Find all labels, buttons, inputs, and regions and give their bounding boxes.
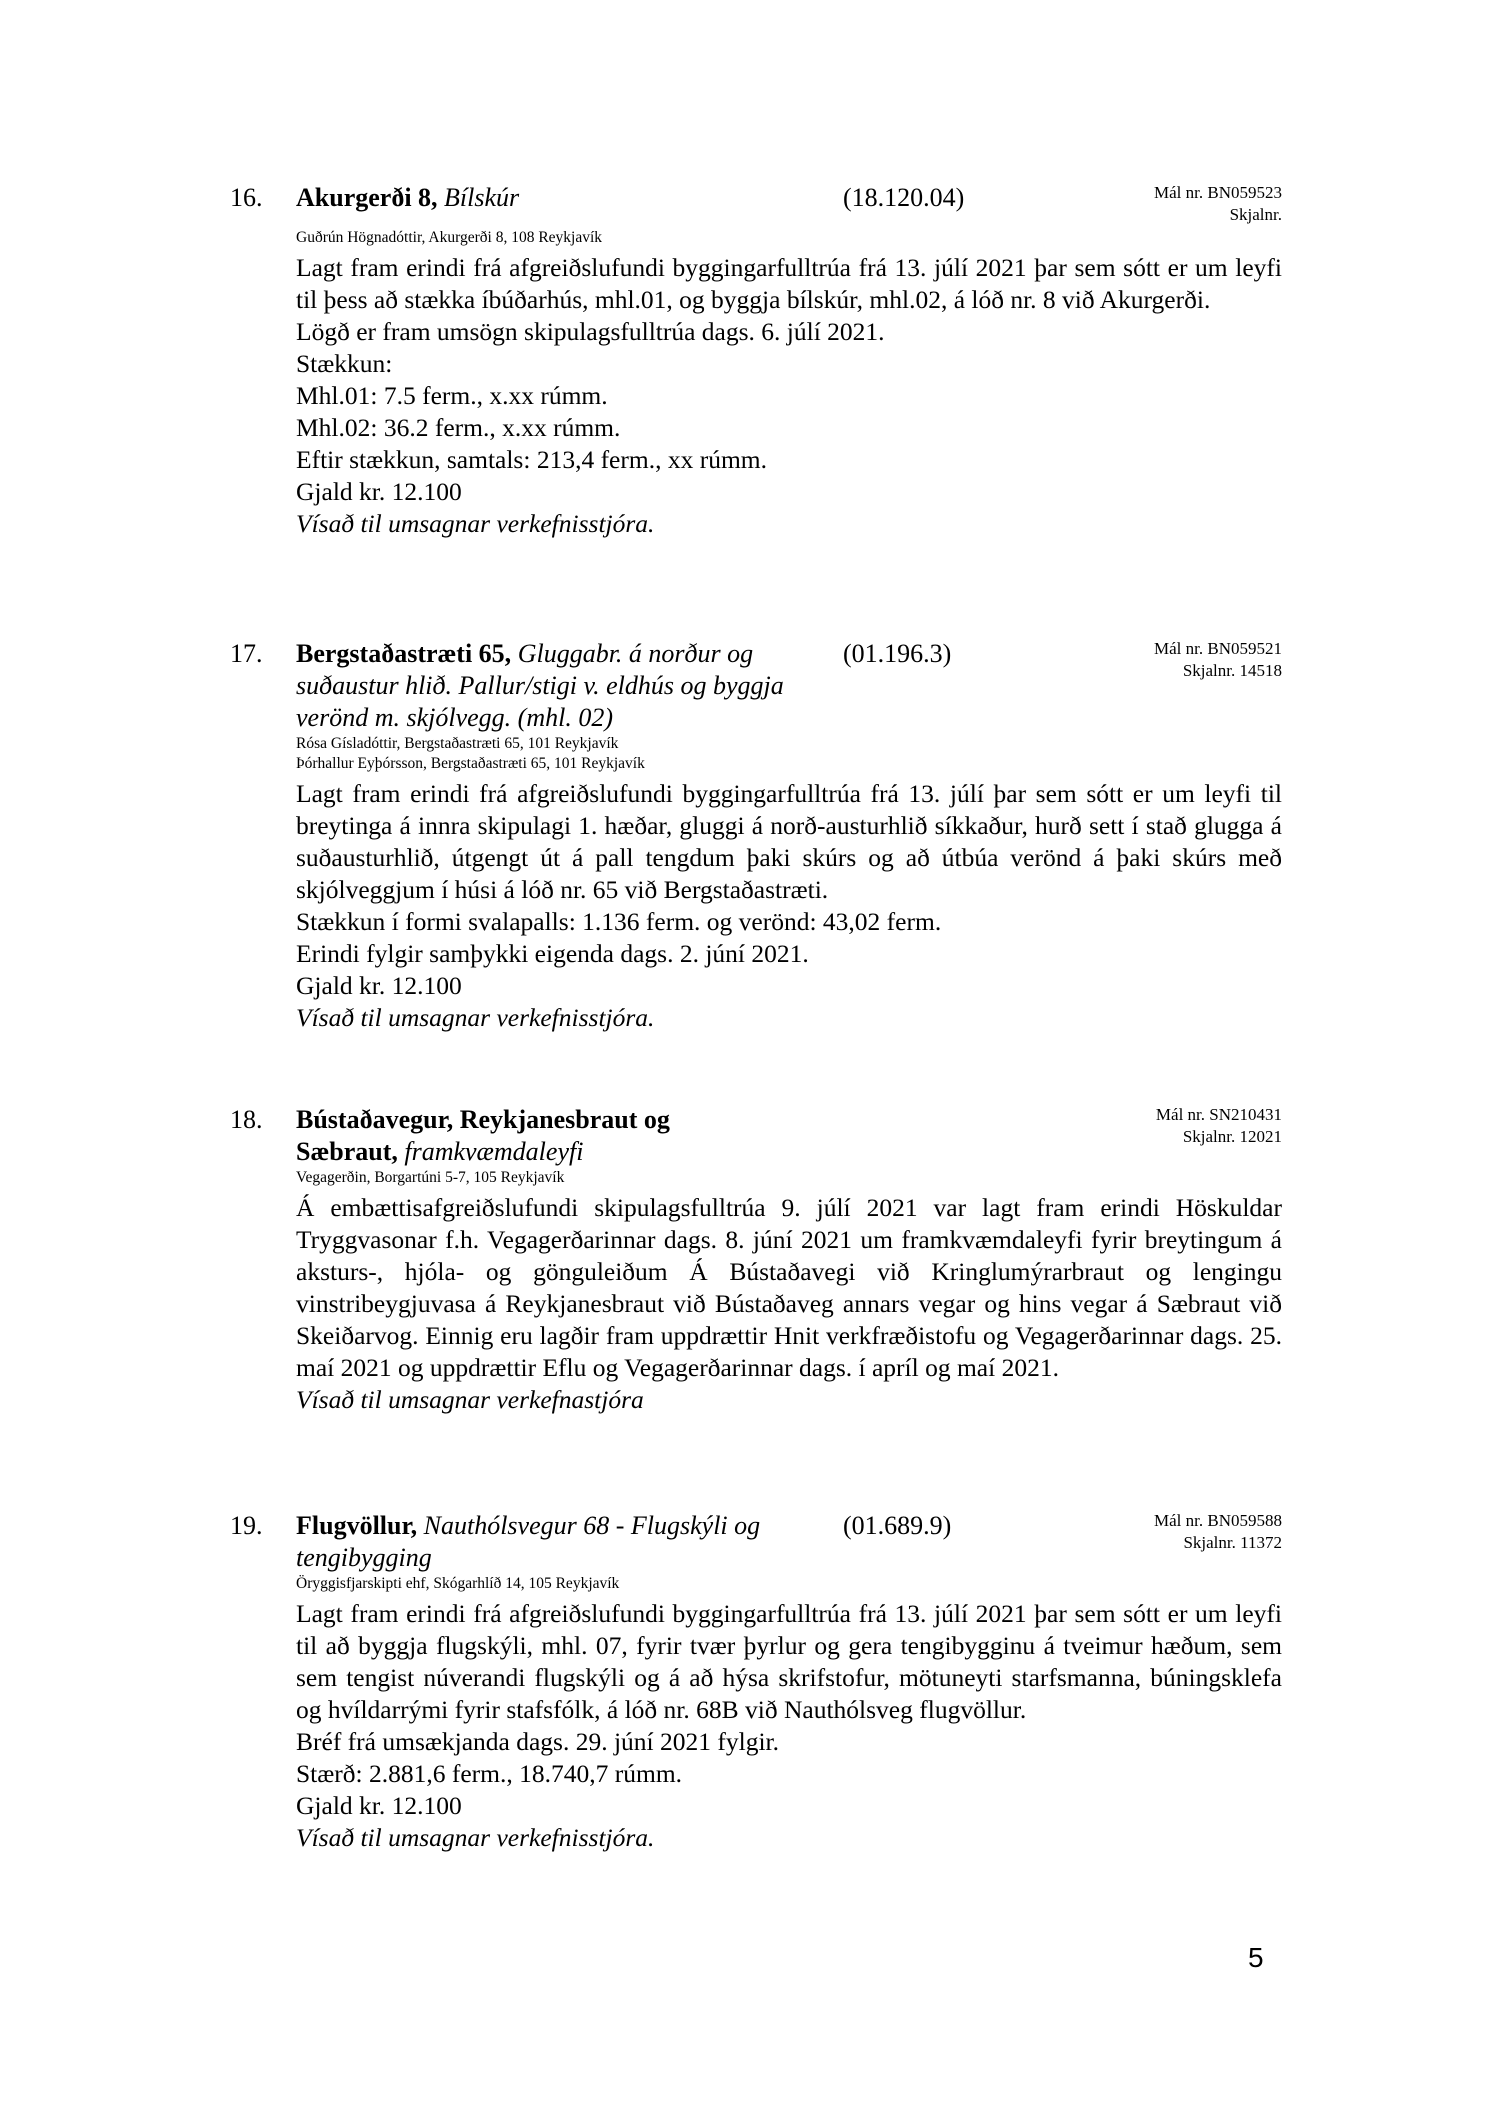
- page-number: 5: [1248, 1942, 1264, 1973]
- item-description: Lagt fram erindi frá afgreiðslufundi byggingarfulltrúa frá 13. júlí þar sem sótt er um leyfi til breytinga á innra skipulagi 1. hæðar, gluggi á norð-austurhlið síkkaður, hurð sett í stað glugga á suðausturhlið, útgengt út á pall tengdum þaki skúrs og að útbúa verönd á þaki skúrs með skjólveggjum í húsi á lóð nr. 65 við Bergstaðastræti.: [296, 779, 1282, 904]
- applicant: Vegagerðin, Borgartúni 5-7, 105 Reykjavík: [296, 1169, 565, 1186]
- applicant: Rósa Gísladóttir, Bergstaðastræti 65, 101 Reykjavík: [296, 735, 619, 752]
- item-description: Lagt fram erindi frá afgreiðslufundi byggingarfulltrúa frá 13. júlí 2021 þar sem sótt er um leyfi til þess að stækka íbúðarhús, mhl.01, og byggja bílskúr, mhl.02, á lóð nr. 8 við Akurgerði.: [296, 253, 1282, 314]
- case-meta: [1156, 1104, 1282, 1148]
- item-description: Lagt fram erindi frá afgreiðslufundi byggingarfulltrúa frá 13. júlí 2021 þar sem sótt er um leyfi til að byggja flugskýli, mhl. 07, fyrir tvær þyrlur og gera tengibygginu á tveimur hæðum, sem sem tengist núverandi flugskýli og á að hýsa skrifstofur, mötuneyti starfsmanna, búningsklefa og hvíldarrými fyrir stafsfólk, á lóð nr. 68B við Nauthólsveg flugvöllur.: [296, 1599, 1282, 1724]
- case-number: Mál nr. BN059523: [1154, 183, 1282, 202]
- applicants: [296, 1168, 564, 1188]
- item-title: [296, 1104, 736, 1168]
- item-line: Mhl.02: 36.2 ferm., x.xx rúmm.: [296, 413, 621, 442]
- item-fee: Gjald kr. 12.100: [296, 477, 462, 506]
- applicants: [296, 1574, 619, 1594]
- applicants: [296, 228, 602, 248]
- item-address: Bergstaðastræti 65,: [296, 639, 512, 668]
- item-line: Stækkun í formi svalapalls: 1.136 ferm. og verönd: 43,02 ferm.: [296, 907, 942, 936]
- item-subject: Gluggabr. á norður og suðaustur hlið. Pallur/stigi v. eldhús og byggja verönd m. skjólvegg. (mhl. 02): [296, 639, 784, 732]
- property-code: (01.196.3): [843, 639, 952, 668]
- item-address: Flugvöllur,: [296, 1511, 418, 1540]
- applicant: Guðrún Högnadóttir, Akurgerði 8, 108 Reykjavík: [296, 229, 603, 246]
- item-title: [296, 182, 821, 214]
- item-subject: framkvæmdaleyfi: [404, 1137, 584, 1166]
- item-decision: Vísað til umsagnar verkefnastjóra: [296, 1385, 644, 1414]
- item-line: Stækkun:: [296, 349, 393, 378]
- item-line: Bréf frá umsækjanda dags. 29. júní 2021 fylgir.: [296, 1727, 780, 1756]
- item-line: Lögð er fram umsögn skipulagsfulltrúa dags. 6. júlí 2021.: [296, 317, 885, 346]
- case-meta: [1154, 1510, 1282, 1554]
- item-address: Akurgerði 8,: [296, 183, 438, 212]
- case-number: Mál nr. SN210431: [1155, 1105, 1282, 1124]
- item-title: [296, 1510, 836, 1574]
- document-number: Skjalnr.: [1229, 205, 1282, 224]
- item-decision: Vísað til umsagnar verkefnisstjóra.: [296, 1823, 655, 1852]
- item-number: 17.: [230, 639, 263, 668]
- property-code: (18.120.04): [843, 183, 965, 212]
- applicant: Öryggisfjarskipti ehf, Skógarhlíð 14, 105 Reykjavík: [296, 1575, 620, 1592]
- item-number: 19.: [230, 1511, 263, 1540]
- item-body: [296, 252, 1282, 540]
- item-line: Eftir stækkun, samtals: 213,4 ferm., xx rúmm.: [296, 445, 767, 474]
- item-line: Mhl.01: 7.5 ferm., x.xx rúmm.: [296, 381, 608, 410]
- item-address: Bústaðavegur, Reykjanesbraut og Sæbraut,: [296, 1105, 670, 1166]
- item-description: Á embættisafgreiðslufundi skipulagsfulltrúa 9. júlí 2021 var lagt fram erindi Höskuldar Tryggvasonar f.h. Vegagerðarinnar dags. 8. júní 2021 um framkvæmdaleyfi fyrir breytingum á aksturs-, hjóla- og gönguleiðum Á Bústaðavegi við Kringlumýrarbraut og lengingu vinstribeygjuvasa á Reykjanesbraut við Bústaðaveg annars vegar og hins vegar á Sæbraut við Skeiðarvog. Einnig eru lagðir fram uppdrættir Hnit verkfræðistofu og Vegagerðarinnar dags. 25. maí 2021 og uppdrættir Eflu og Vegagerðarinnar dags. í apríl og maí 2021.: [296, 1193, 1282, 1382]
- case-number: Mál nr. BN059588: [1154, 1511, 1282, 1530]
- applicant: Þórhallur Eyþórsson, Bergstaðastræti 65, 101 Reykjavík: [296, 755, 645, 772]
- case-number: Mál nr. BN059521: [1154, 639, 1282, 658]
- item-subject: Bílskúr: [444, 183, 520, 212]
- item-number: 16.: [230, 183, 263, 212]
- item-line: Stærð: 2.881,6 ferm., 18.740,7 rúmm.: [296, 1759, 683, 1788]
- item-body: [296, 778, 1282, 1034]
- item-decision: Vísað til umsagnar verkefnisstjóra.: [296, 509, 655, 538]
- property-code: (01.689.9): [843, 1511, 952, 1540]
- case-meta: [1154, 638, 1282, 682]
- item-line: Erindi fylgir samþykki eigenda dags. 2. júní 2021.: [296, 939, 809, 968]
- item-fee: Gjald kr. 12.100: [296, 1791, 462, 1820]
- item-number: 18.: [230, 1105, 263, 1134]
- document-number: Skjalnr. 14518: [1182, 661, 1282, 680]
- item-fee: Gjald kr. 12.100: [296, 971, 462, 1000]
- item-title: [296, 638, 836, 734]
- item-body: [296, 1192, 1282, 1416]
- item-subject: Nauthólsvegur 68 - Flugskýli og tengibygging: [296, 1511, 761, 1572]
- item-decision: Vísað til umsagnar verkefnisstjóra.: [296, 1003, 655, 1032]
- applicants: [296, 734, 645, 774]
- document-number: Skjalnr. 11372: [1183, 1533, 1282, 1552]
- item-body: [296, 1598, 1282, 1854]
- document-number: Skjalnr. 12021: [1182, 1127, 1282, 1146]
- case-meta: [1154, 182, 1282, 226]
